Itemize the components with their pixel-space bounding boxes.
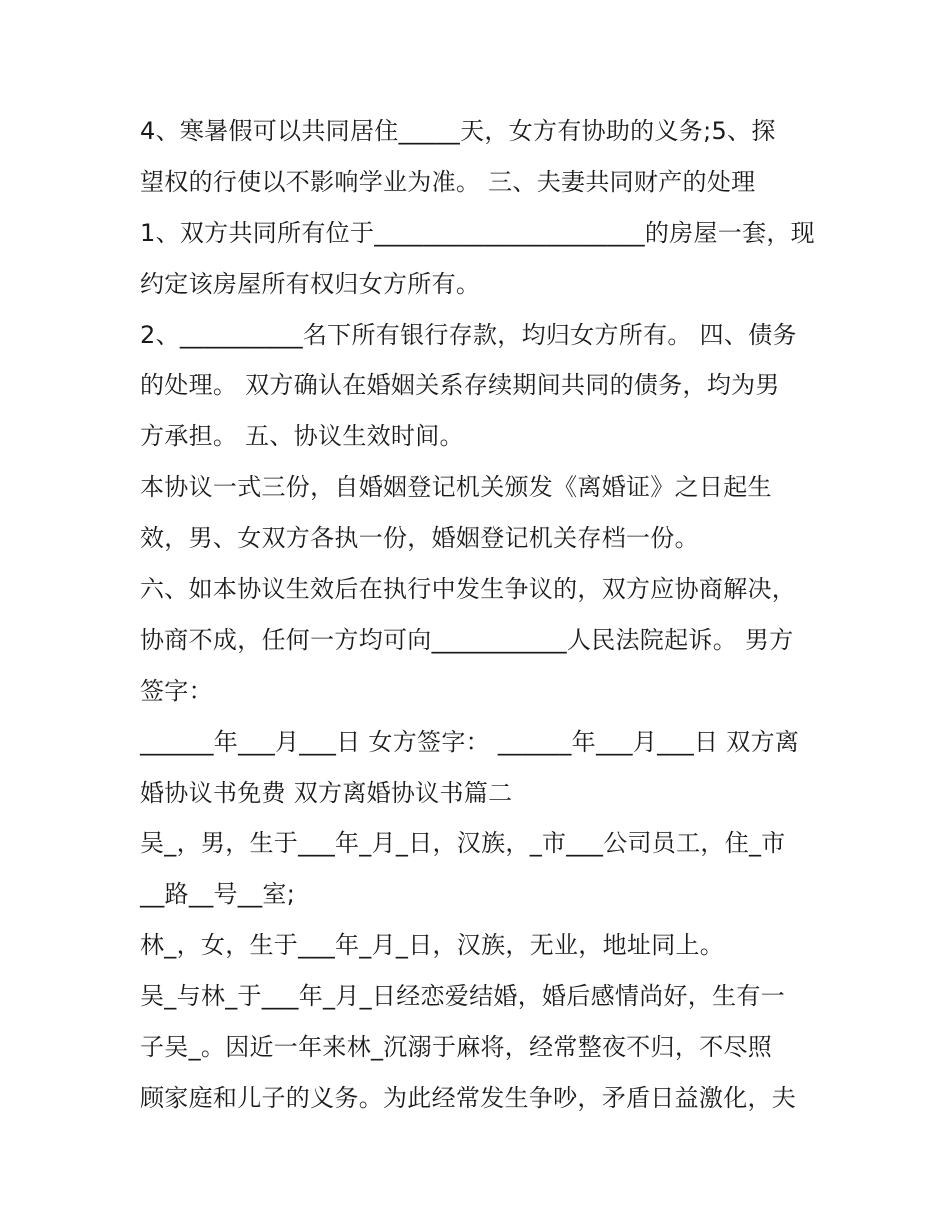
text-line: 子吴_。因近一年来林_沉溺于麻将，经常整夜不归，不尽照 xyxy=(140,1033,773,1062)
document-body xyxy=(140,106,820,1124)
text-line: 吴_，男，生于___年_月_日，汉族，_市___公司员工，住_市 xyxy=(140,829,786,858)
text-line: 效，男、女双方各执一份，婚姻登记机关存档一份。 xyxy=(140,524,699,553)
text-line: 本协议一式三份，自婚姻登记机关颁发《离婚证》之日起生 xyxy=(140,473,772,502)
text-line: 六、如本协议生效后在执行中发生争议的，双方应协商解决， xyxy=(140,575,797,604)
text-line: 签字： xyxy=(140,676,213,705)
section-heading: 婚协议书免费 双方离婚协议书篇二 xyxy=(140,778,513,807)
text-line: 协商不成，任何一方均可向___________人民法院起诉。 男方 xyxy=(140,625,794,654)
text-line: 林_，女，生于___年_月_日，汉族，无业，地址同上。 xyxy=(140,931,725,960)
text-line: 方承担。 五、协议生效时间。 xyxy=(140,422,464,451)
text-line: 吴_与林_于___年_月_日经恋爱结婚，婚后感情尚好，生有一 xyxy=(140,982,785,1011)
text-line: 约定该房屋所有权归女方所有。 xyxy=(140,269,481,298)
text-line: ______年___月___日 女方签字： ______年___月___日 双方离 xyxy=(140,727,800,756)
text-line: __路__号__室; xyxy=(140,880,296,909)
text-line: 1、双方共同所有位于______________________的房屋一套，现 xyxy=(140,218,815,247)
text-line: 望权的行使以不影响学业为准。 三、夫妻共同财产的处理 xyxy=(140,167,756,196)
text-line: 顾家庭和儿子的义务。为此经常发生争吵，矛盾日益激化，夫 xyxy=(140,1083,797,1112)
text-line: 的处理。 双方确认在婚姻关系存续期间共同的债务，均为男 xyxy=(140,371,780,400)
text-line: 2、__________名下所有银行存款，均归女方所有。 四、债务 xyxy=(140,320,797,349)
text-line: 4、寒暑假可以共同居住_____天，女方有协助的义务;5、探 xyxy=(140,117,776,145)
